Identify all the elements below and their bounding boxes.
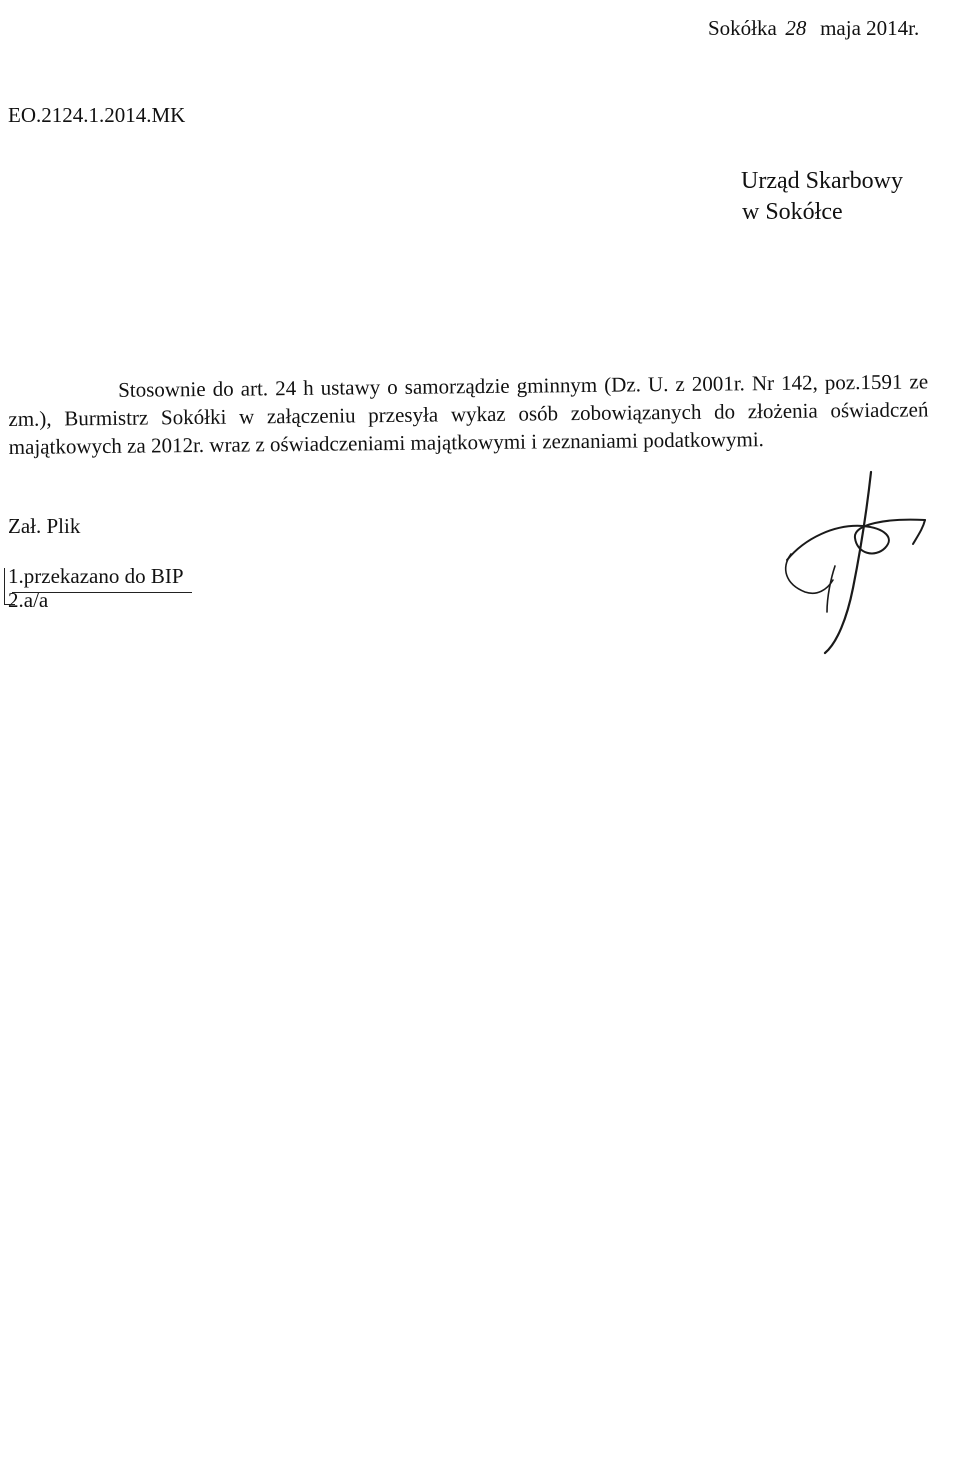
- addressee-line-1: Urząd Skarbowy: [741, 168, 903, 194]
- attachment-label: Zał. Plik: [8, 514, 81, 538]
- signature-mark: [775, 468, 945, 658]
- distribution-underline: [12, 592, 192, 593]
- addressee-line-2: w Sokółce: [742, 199, 843, 225]
- place-name: Sokółka: [708, 16, 777, 40]
- distribution-item: 2.a/a: [8, 588, 49, 612]
- date-line: [708, 16, 919, 41]
- handwritten-day: 28: [785, 16, 807, 40]
- signature-icon: [775, 468, 945, 658]
- distribution-bracket: [4, 568, 15, 605]
- body-text: [8, 367, 929, 461]
- reference-number: EO.2124.1.2014.MK: [8, 103, 186, 127]
- body-paragraph: Stosownie do art. 24 h ustawy o samorządzie gminnym (Dz. U. z 2001r. Nr 142, poz.1591 ze zm.), Burmistrz Sokółki w załączeniu przesyła wykaz osób zobowiązanych do złożenia oświadczeń majątkowych za 2012r. wraz z oświadczeniami majątkowymi i zeznaniami podatkowymi.: [8, 369, 929, 459]
- distribution-item: 1.przekazano do BIP: [8, 564, 184, 588]
- distribution-list: [8, 564, 184, 612]
- addressee-block: [741, 166, 903, 228]
- month-year: maja 2014r.: [820, 16, 920, 40]
